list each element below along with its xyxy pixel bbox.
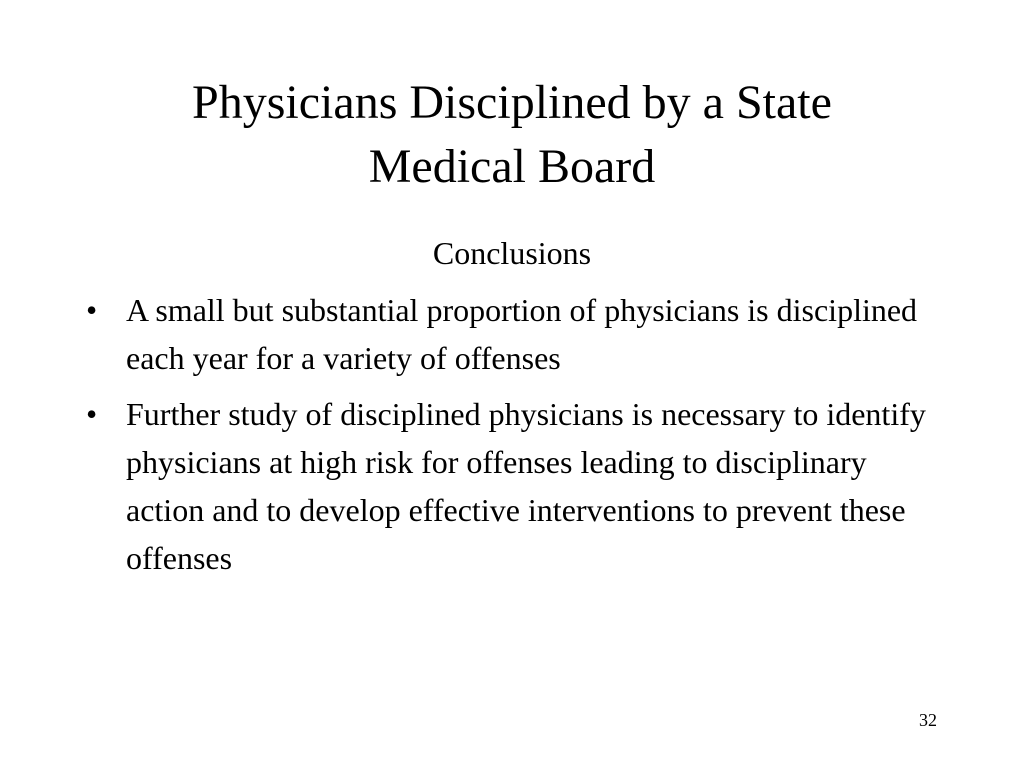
bullet-text: Further study of disciplined physicians is necessary to identify physicians at high risk for offenses leading to disciplinary action and to develop effective interventions to prevent these offenses (126, 396, 926, 576)
slide-title-line-1: Physicians Disciplined by a State (192, 76, 832, 129)
page-number: 32 (919, 710, 937, 730)
slide-title (0, 71, 1024, 199)
bullet-item (86, 390, 946, 582)
bullet-list (86, 286, 946, 590)
slide-subtitle: Conclusions (432, 235, 592, 271)
bullet-item (86, 286, 946, 382)
bullet-text: A small but substantial proportion of physicians is disciplined each year for a variety of offenses (126, 292, 918, 376)
bullet-icon: • (86, 292, 98, 328)
slide-title-line-2: Medical Board (368, 140, 656, 193)
bullet-icon: • (86, 396, 98, 432)
